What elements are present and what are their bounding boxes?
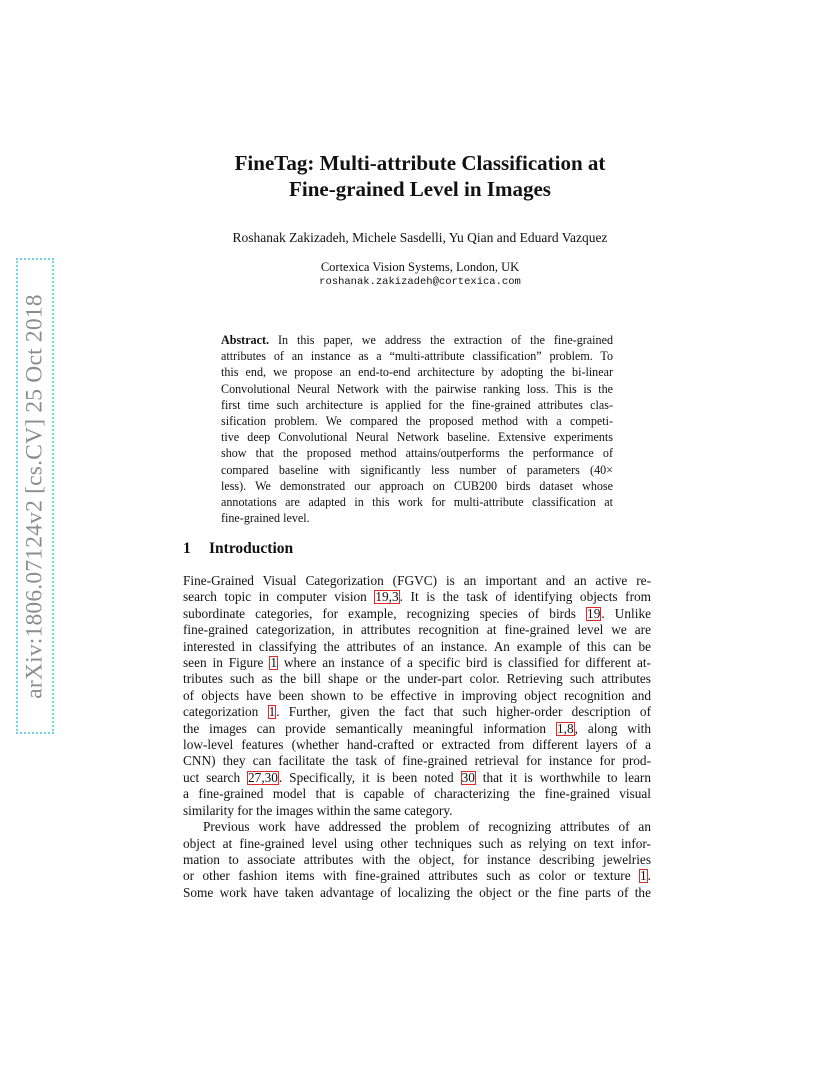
citation-link[interactable]: 19	[587, 605, 601, 621]
body-line: or other fashion items with fine-grained attributes such as color or texture 1.	[183, 868, 651, 884]
body-line: Some work have taken advantage of localizing the object or the fine parts of the	[183, 884, 651, 900]
citation-link[interactable]: 30	[461, 769, 475, 785]
citation-link[interactable]: 19,3	[375, 589, 399, 605]
body-line: of objects have been shown to be effective in improving object recognition and	[183, 687, 651, 703]
body-line: seen in Figure 1 where an instance of a specific bird is classified for different at-	[183, 655, 651, 671]
body-line: tributes such as the bill shape or the under-part color. Retrieving such attributes	[183, 671, 651, 687]
abstract-line: tive deep Convolutional Neural Network baseline. Extensive experiments	[221, 430, 613, 445]
abstract-line: this end, we propose an end-to-end architecture by adopting the bi-linear	[221, 365, 613, 380]
abstract-line: first time such architecture is applied for the fine-grained attributes clas-	[221, 397, 613, 412]
citation-link[interactable]: 1	[270, 655, 277, 671]
section-title: Introduction	[209, 540, 294, 557]
arxiv-stamp	[16, 258, 54, 734]
abstract-line: sification problem. We compared the proposed method with a competi-	[221, 414, 613, 429]
email: roshanak.zakizadeh@cortexica.com	[319, 276, 521, 288]
authors: Roshanak Zakizadeh, Michele Sasdelli, Yu Qian and Eduard Vazquez	[232, 230, 608, 245]
section-heading	[183, 540, 293, 558]
body-line: mation to associate attributes with the object, for instance describing jewelries	[183, 851, 651, 867]
citation-link[interactable]: 1	[268, 704, 276, 720]
body-line: Previous work have addressed the problem of recognizing attributes of an	[203, 819, 651, 835]
body-line: subordinate categories, for example, recognizing species of birds 19. Unlike	[183, 605, 651, 621]
abstract-line: fine-grained level.	[221, 511, 310, 526]
arxiv-stamp-text: arXiv:1806.07124v2 [cs.CV] 25 Oct 2018	[21, 293, 48, 699]
title-line-1: FineTag: Multi-attribute Classification at	[234, 151, 606, 175]
abstract-line: show that the proposed method attains/outperforms the performance of	[221, 446, 613, 461]
body-line: search topic in computer vision 19,3. It is the task of identifying objects from	[183, 589, 651, 605]
citation-link[interactable]: 1,8	[557, 720, 574, 736]
body-line: the images can provide semantically meaningful information 1,8, along with	[183, 720, 652, 736]
body-line: categorization 1. Further, given the fact that such higher-order description of	[183, 704, 652, 720]
abstract-line: compared baseline with significantly less number of parameters (40×	[221, 462, 613, 477]
body-line: uct search 27,30. Specifically, it is been noted 30 that it is worthwhile to learn	[183, 769, 651, 785]
body-line: similarity for the images within the same category.	[183, 802, 453, 818]
body-line: interested in classifying the attributes of an instance. An example of this can be	[183, 638, 651, 654]
body-line: a fine-grained model that is capable of characterizing the fine-grained visual	[183, 786, 651, 802]
title-line-2: Fine-grained Level in Images	[289, 177, 551, 201]
body-line: CNN) they can facilitate the task of fine-grained retrieval for instance for prod-	[183, 753, 651, 769]
section-number: 1	[183, 540, 191, 557]
abstract-line: Convolutional Neural Network with the pairwise ranking loss. This is the	[221, 381, 613, 396]
abstract-label: Abstract.	[221, 333, 270, 347]
abstract-line: attributes of an instance as a “multi-attribute classification” problem. To	[221, 349, 613, 364]
abstract	[221, 332, 613, 526]
body-line: Fine-Grained Visual Categorization (FGVC) is an important and an active re-	[183, 573, 651, 588]
body-line: low-level features (whether hand-crafted or extracted from different layers of a	[183, 737, 651, 753]
citation-link[interactable]: 1	[640, 868, 647, 884]
affiliation: Cortexica Vision Systems, London, UK	[320, 260, 520, 274]
citation-link[interactable]: 27,30	[248, 769, 278, 785]
body-line: fine-grained categorization, in attributes recognition at fine-grained level we are	[183, 622, 651, 638]
body-line: object at fine-grained level using other techniques such as relying on text infor-	[183, 835, 651, 851]
paper-title	[150, 150, 690, 202]
body-text	[183, 573, 651, 901]
abstract-line: Abstract. In this paper, we address the extraction of the fine-grained	[221, 333, 613, 347]
abstract-line: annotations are adapted in this work for multi-attribute classification at	[221, 495, 613, 510]
abstract-line: less). We demonstrated our approach on CUB200 birds dataset whose	[221, 478, 613, 493]
